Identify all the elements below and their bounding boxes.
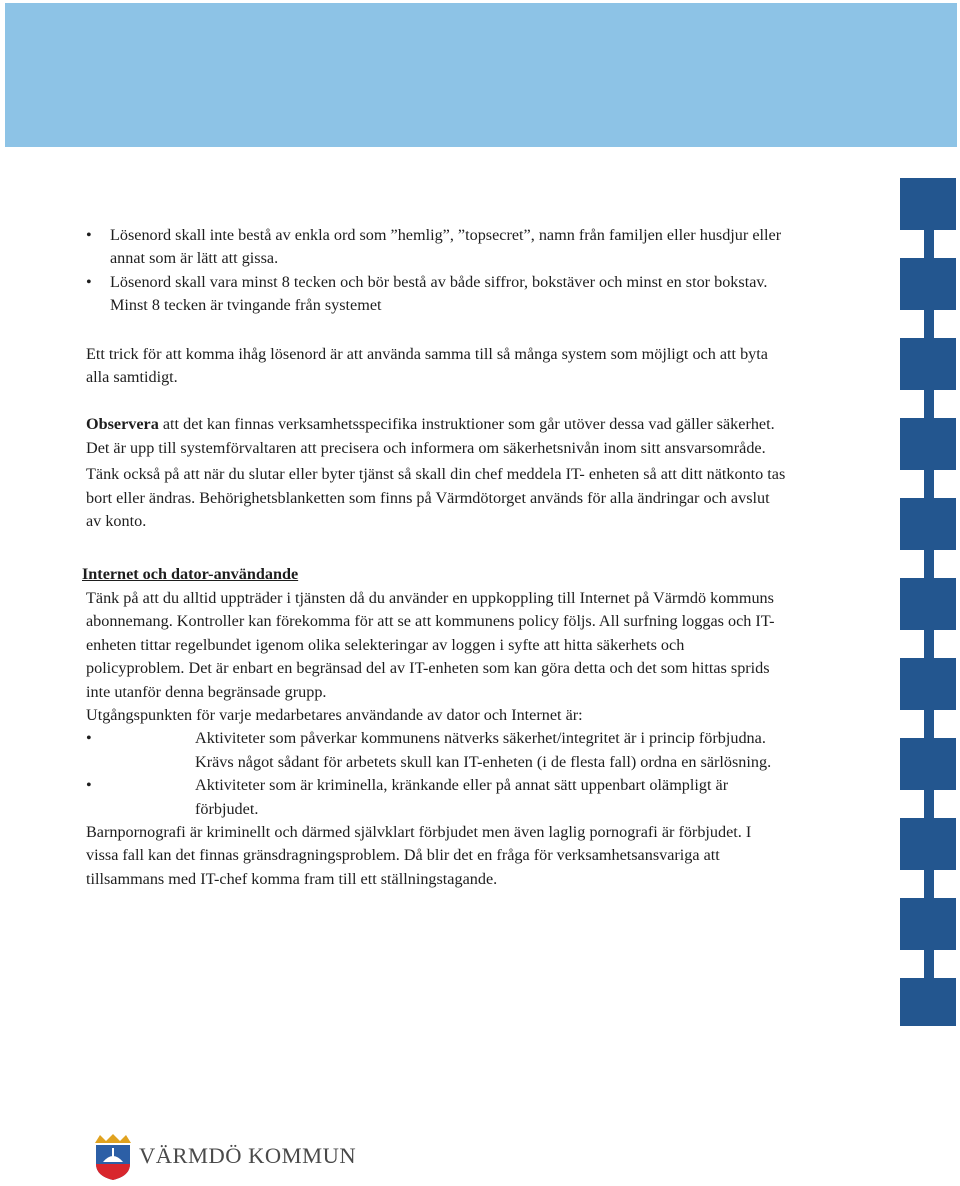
strip-block	[900, 178, 956, 230]
section-intro: Utgångspunkten för varje medarbetares användande av dator och Internet är:	[86, 705, 583, 724]
logo-wordmark: VÄRMDÖ KOMMUN	[139, 1143, 357, 1168]
strip-connector	[924, 550, 934, 578]
coat-of-arms-icon	[93, 1133, 133, 1181]
strip-block	[900, 578, 956, 630]
strip-connector	[924, 790, 934, 818]
leave-paragraph: Tänk också på att när du slutar eller byter tjänst så skall din chef meddela IT- enheten så att ditt nätkonto tas bort eller ändras. Behörighetsblanketten som finns på Värmdötorget används för alla ändringar och avslut av konto.	[86, 465, 786, 531]
section-paragraph: Tänk på att du alltid uppträder i tjänsten då du använder en uppkoppling till Internet på Värmdö kommuns abonnemang. Kontroller kan förekomma för att se att kommunens policy följs. All surfning loggas och IT-enheten tittar regelbundet igenom olika selekteringar av loggen i syfte att hitta säkerhets och policyproblem. Det är enbart en begränsad del av IT-enheten som kan göra detta och det som hittas sprids inte utanför denna begränsade grupp.	[86, 588, 775, 701]
list-item	[86, 727, 786, 774]
strip-connector	[924, 390, 934, 418]
list-item	[86, 271, 786, 318]
strip-connector	[924, 630, 934, 658]
strip-block	[900, 978, 956, 1026]
strip-block	[900, 818, 956, 870]
closing-paragraph: Barnpornografi är kriminellt och därmed självklart förbjudet men även laglig pornografi är förbjudet. I vissa fall kan det finnas gränsdragningsproblem. Då blir det en fråga för verksamhetsansvariga att tillsammans med IT-chef komma fram till ett ställningstagande.	[86, 822, 752, 888]
section-heading: Internet och dator-användande	[82, 565, 299, 584]
list-item-text: Lösenord skall vara minst 8 tecken och bör bestå av både siffror, bokstäver och minst en stor bokstav. Minst 8 tecken är tvingande från systemet	[110, 272, 768, 315]
strip-block	[900, 498, 956, 550]
list-item-text: Aktiviteter som påverkar kommunens nätverks säkerhet/integritet är i princip förbjudna. Krävs något sådant för arbetets skull kan IT-enheten (i de flesta fall) ordna en särlösning.	[195, 729, 772, 771]
list-item-text: Aktiviteter som är kriminella, kränkande eller på annat sätt uppenbart olämpligt är förbjudet.	[195, 776, 729, 818]
bullet-marker: •	[86, 776, 92, 795]
bullet-marker: •	[86, 272, 92, 291]
strip-block	[900, 418, 956, 470]
list-item-text: Lösenord skall inte bestå av enkla ord som ”hemlig”, ”topsecret”, namn från familjen eller husdjur eller annat som är lätt att gissa.	[110, 226, 782, 268]
strip-connector	[924, 230, 934, 258]
strip-block	[900, 338, 956, 390]
strip-block	[900, 258, 956, 310]
strip-connector	[924, 710, 934, 738]
observe-label: Observera	[86, 415, 159, 434]
document-body	[82, 224, 786, 891]
bullet-marker: •	[86, 729, 92, 748]
list-item	[86, 224, 786, 271]
decorative-side-strip	[900, 178, 956, 1026]
strip-block	[900, 738, 956, 790]
list-item	[86, 774, 786, 821]
bullet-marker: •	[86, 226, 92, 244]
observe-text: att det kan finnas verksamhetsspecifika instruktioner som går utöver dessa vad gäller säkerhet. Det är upp till systemförvaltaren att precisera och informera om säkerhetsnivån inom sitt ansvarsområde.	[86, 415, 775, 457]
strip-connector	[924, 470, 934, 498]
header-banner	[5, 3, 957, 147]
strip-connector	[924, 870, 934, 898]
kommun-logo	[93, 1133, 363, 1181]
password-rules-list	[86, 224, 786, 318]
strip-block	[900, 898, 956, 950]
usage-rules-list	[86, 727, 786, 821]
observe-paragraph	[86, 413, 786, 460]
trick-paragraph: Ett trick för att komma ihåg lösenord är att använda samma till så många system som möjligt och att byta alla samtidigt.	[86, 344, 768, 387]
strip-block	[900, 658, 956, 710]
strip-connector	[924, 310, 934, 338]
strip-connector	[924, 950, 934, 978]
